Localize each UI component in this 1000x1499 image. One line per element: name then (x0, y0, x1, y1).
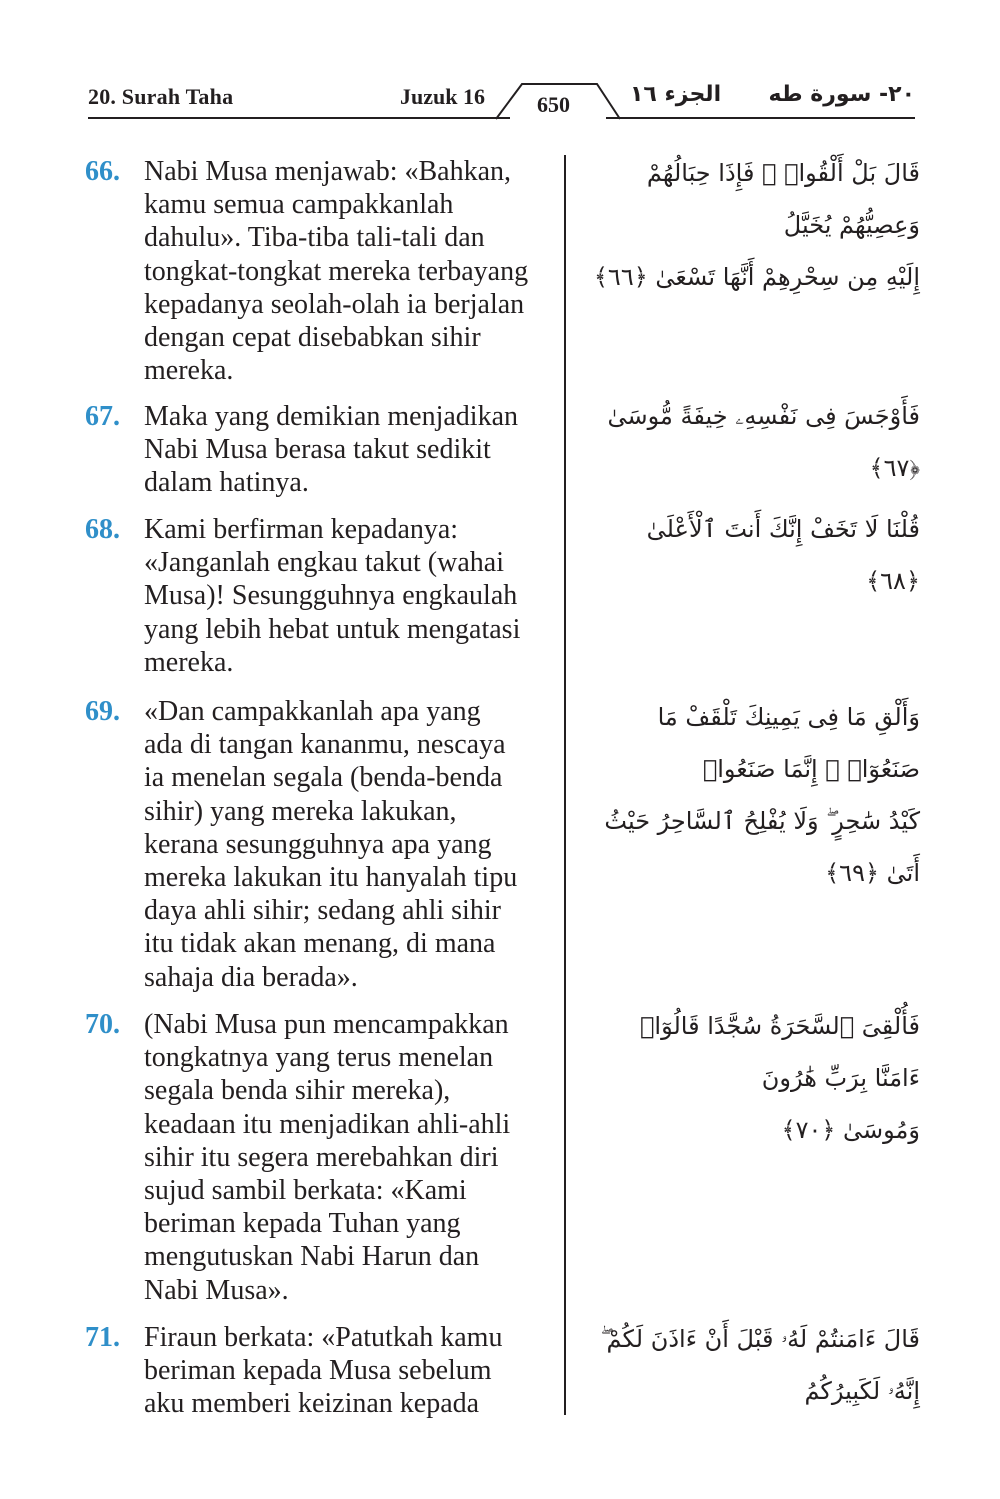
verse-number: 68. (85, 514, 120, 545)
surah-title: 20. Surah Taha (88, 84, 234, 109)
verse-arabic: قَالَ بَلْ أَلْقُوا۟ ۖ فَإِذَا حِبَالُهُمْ وَعِصِيُّهُمْ يُخَيَّلُ إِلَيْهِ مِن سِحْرِهِمْ أَنَّهَا تَسْعَىٰ ﴿٦٦﴾ (593, 159, 920, 291)
page-number: 650 (537, 92, 570, 117)
verse-translation: Kami berfirman kepadanya: «Janganlah engkau takut (wahai Musa)! Sesungguhnya engkaulah yang lebih hebat untuk mengatasi mereka. (144, 514, 521, 678)
page-header (0, 0, 1000, 125)
verse-number: 71. (85, 1322, 120, 1353)
verse-number: 66. (85, 156, 120, 187)
verse-number: 69. (85, 696, 120, 727)
verse-arabic: قَالَ ءَامَنتُمْ لَهُۥ قَبْلَ أَنْ ءَاذَنَ لَكُمْ ۖ إِنَّهُۥ لَكَبِيرُكُمُ (600, 1325, 920, 1405)
verse-translation: Firaun berkata: «Patutkah kamu beriman kepada Musa sebelum aku memberi keizinan kepada (144, 1322, 503, 1420)
verse-translation: Maka yang demikian menjadikan Nabi Musa berasa takut sedikit dalam hatinya. (144, 401, 518, 499)
surah-arabic-title: ٢٠- سورة طه (768, 82, 915, 107)
verse-arabic: وَأَلْقِ مَا فِى يَمِينِكَ تَلْقَفْ مَا صَنَعُوٓا۟ ۖ إِنَّمَا صَنَعُوا۟ كَيْدُ سَٰحِرٍ ۖ وَلَا يُفْلِحُ ٱلسَّاحِرُ حَيْثُ أَتَىٰ ﴿٦٩﴾ (604, 703, 920, 887)
juz-arabic-label: الجزء ١٦ (630, 82, 722, 107)
verse-arabic: فَأُلْقِىَ ٱلسَّحَرَةُ سُجَّدًا قَالُوٓا۟ ءَامَنَّا بِرَبِّ هَٰرُونَ وَمُوسَىٰ ﴿٧٠﴾ (640, 1012, 920, 1144)
column-divider (564, 155, 566, 1415)
verse-arabic: فَأَوْجَسَ فِى نَفْسِهِۦ خِيفَةً مُّوسَىٰ ﴿٦٧﴾ (607, 402, 920, 482)
verse-translation: «Dan campakkanlah apa yang ada di tangan kananmu, nescaya ia menelan segala (benda-benda sihir) yang mereka lakukan, kerana sesungguhnya apa yang mereka lakukan itu hanyalah tipu daya ahli sihir; sedang ahli sihir itu tidak akan menang, di mana sahaja dia berada». (144, 696, 518, 993)
verse-arabic: قُلْنَا لَا تَخَفْ إِنَّكَ أَنتَ ٱلْأَعْلَىٰ ﴿٦٨﴾ (646, 515, 920, 595)
verse-number: 67. (85, 401, 120, 432)
verse-translation: Nabi Musa menjawab: «Bahkan, kamu semua campakkanlah dahulu». Tiba-tiba tali-tali dan tongkat-tongkat mereka terbayang kepadanya seolah-olah ia berjalan dengan cepat disebabkan sihir mereka. (144, 156, 529, 387)
juzuk-label: Juzuk 16 (400, 84, 485, 109)
verse-number: 70. (85, 1009, 120, 1040)
verse-translation: (Nabi Musa pun mencampakkan tongkatnya yang terus menelan segala benda sihir mereka), keadaan itu menjadikan ahli-ahli sihir itu segera merebahkan diri sujud sambil berkata: «Kami beriman kepada Tuhan yang mengutuskan Nabi Harun dan Nabi Musa». (144, 1009, 511, 1306)
